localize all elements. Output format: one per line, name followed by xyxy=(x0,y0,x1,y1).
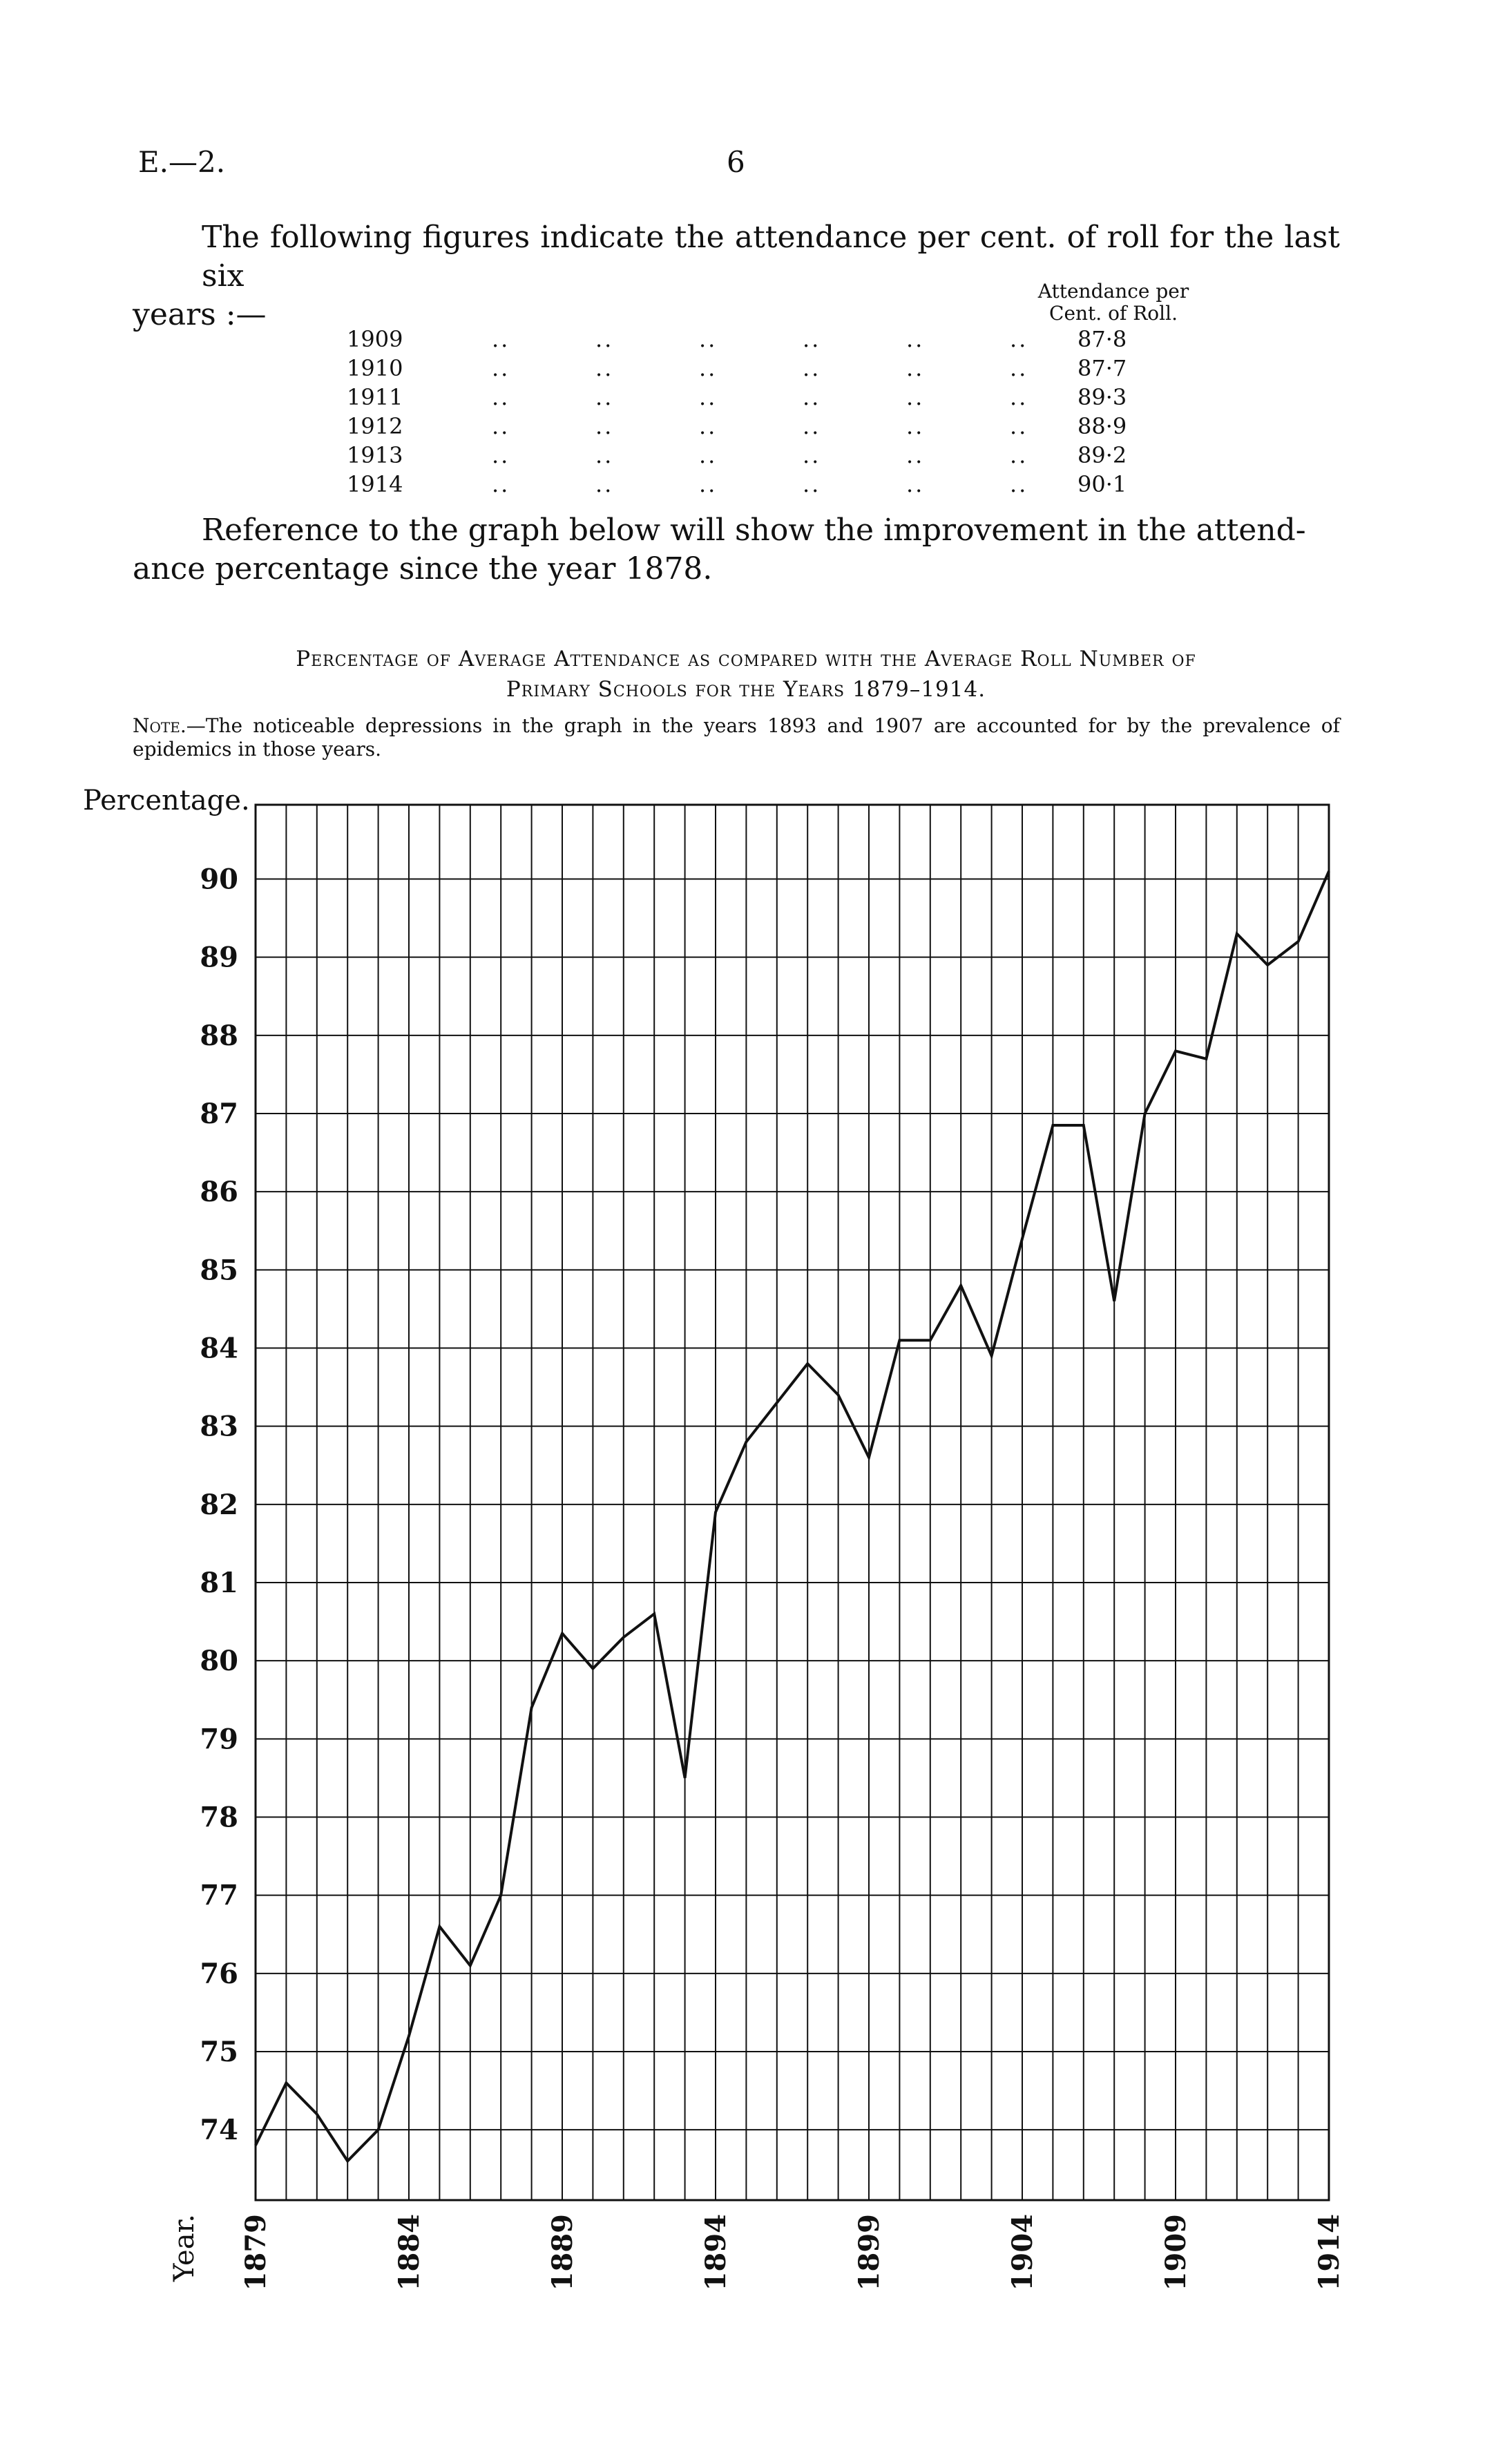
data-point xyxy=(899,1340,900,1341)
x-tick-label: 1914 xyxy=(1313,2214,1345,2291)
y-tick-label: 80 xyxy=(200,1645,238,1678)
y-tick-label: 77 xyxy=(200,1879,238,1912)
leader-dots: .. .. .. .. .. .. xyxy=(492,413,1028,439)
y-tick-label: 75 xyxy=(200,2035,238,2068)
y-tick-label: 89 xyxy=(200,941,238,974)
plot-frame xyxy=(256,805,1329,2200)
y-tick-label: 78 xyxy=(200,1801,238,1834)
data-point xyxy=(439,1926,440,1927)
y-tick-label: 76 xyxy=(200,1957,238,1990)
data-point xyxy=(991,1355,992,1356)
table-value: 88·9 xyxy=(1077,413,1127,439)
x-tick-label: 1904 xyxy=(1006,2214,1039,2291)
y-axis-label: Percentage. xyxy=(83,785,250,816)
data-point xyxy=(623,1637,624,1638)
table-year: 1910 xyxy=(347,355,403,381)
y-tick-label: 87 xyxy=(200,1098,238,1131)
x-axis-label: Year. xyxy=(169,2214,200,2282)
data-point xyxy=(1267,964,1268,965)
y-tick-label: 79 xyxy=(200,1723,238,1756)
data-point xyxy=(1329,871,1330,872)
attendance-series-line xyxy=(256,871,1329,2161)
leader-dots: .. .. .. .. .. .. xyxy=(492,384,1028,410)
note-label: Note. xyxy=(133,714,186,737)
table-year: 1911 xyxy=(347,384,403,410)
data-point xyxy=(869,1457,870,1458)
table-year: 1909 xyxy=(347,326,403,352)
page-number: 6 xyxy=(727,145,745,179)
data-point xyxy=(684,1777,685,1778)
y-tick-label: 82 xyxy=(200,1488,238,1521)
note-text: —The noticeable depressions in the graph in the years 1893 and 1907 are accounted for by the prevalence of epidemics in those years. xyxy=(133,714,1340,761)
y-tick-label: 81 xyxy=(200,1566,238,1599)
table-value: 90·1 xyxy=(1077,471,1127,497)
leader-dots: .. .. .. .. .. .. xyxy=(492,471,1028,497)
data-point xyxy=(1206,1058,1207,1059)
intro-first-line: The following figures indicate the attendance per cent. of roll for the last six xyxy=(202,220,1340,294)
column-header-line1: Attendance per xyxy=(1037,280,1189,303)
chart-title-line1: Percentage of Average Attendance as compared with the Average Roll Number of xyxy=(296,647,1196,671)
chart-title-line2: Primary Schools for the Years 1879–1914. xyxy=(506,677,986,702)
x-tick-label: 1899 xyxy=(853,2214,885,2291)
table-value: 89·2 xyxy=(1077,442,1127,468)
data-point xyxy=(1236,933,1237,934)
table-value: 87·8 xyxy=(1077,326,1127,352)
y-tick-label: 74 xyxy=(200,2114,238,2147)
table-year: 1913 xyxy=(347,442,403,468)
y-tick-label: 86 xyxy=(200,1176,238,1209)
leader-dots: .. .. .. .. .. .. xyxy=(492,355,1028,381)
table-year: 1912 xyxy=(347,413,403,439)
y-tick-label: 83 xyxy=(200,1410,238,1443)
table-year: 1914 xyxy=(347,471,403,497)
y-tick-label: 85 xyxy=(200,1254,238,1287)
leader-dots: .. .. .. .. .. .. xyxy=(492,442,1028,468)
reference-rest: ance percentage since the year 1878. xyxy=(133,551,713,586)
x-tick-label: 1894 xyxy=(700,2214,732,2291)
column-header-line2: Cent. of Roll. xyxy=(1049,302,1178,325)
x-tick-label: 1884 xyxy=(393,2214,425,2291)
y-tick-label: 84 xyxy=(200,1332,238,1365)
reference-first-line: Reference to the graph below will show the improvement in the attend- xyxy=(202,513,1306,548)
intro-rest: years :— xyxy=(133,297,267,332)
data-point xyxy=(562,1633,563,1634)
x-tick-label: 1909 xyxy=(1160,2214,1192,2291)
x-tick-label: 1879 xyxy=(240,2214,272,2291)
document-code: E.—2. xyxy=(138,145,226,179)
data-point xyxy=(776,1402,777,1403)
x-tick-label: 1889 xyxy=(546,2214,579,2291)
y-tick-label: 90 xyxy=(200,863,238,896)
table-value: 89·3 xyxy=(1077,384,1127,410)
y-tick-label: 88 xyxy=(200,1019,238,1052)
leader-dots: .. .. .. .. .. .. xyxy=(492,326,1028,352)
table-value: 87·7 xyxy=(1077,355,1127,381)
